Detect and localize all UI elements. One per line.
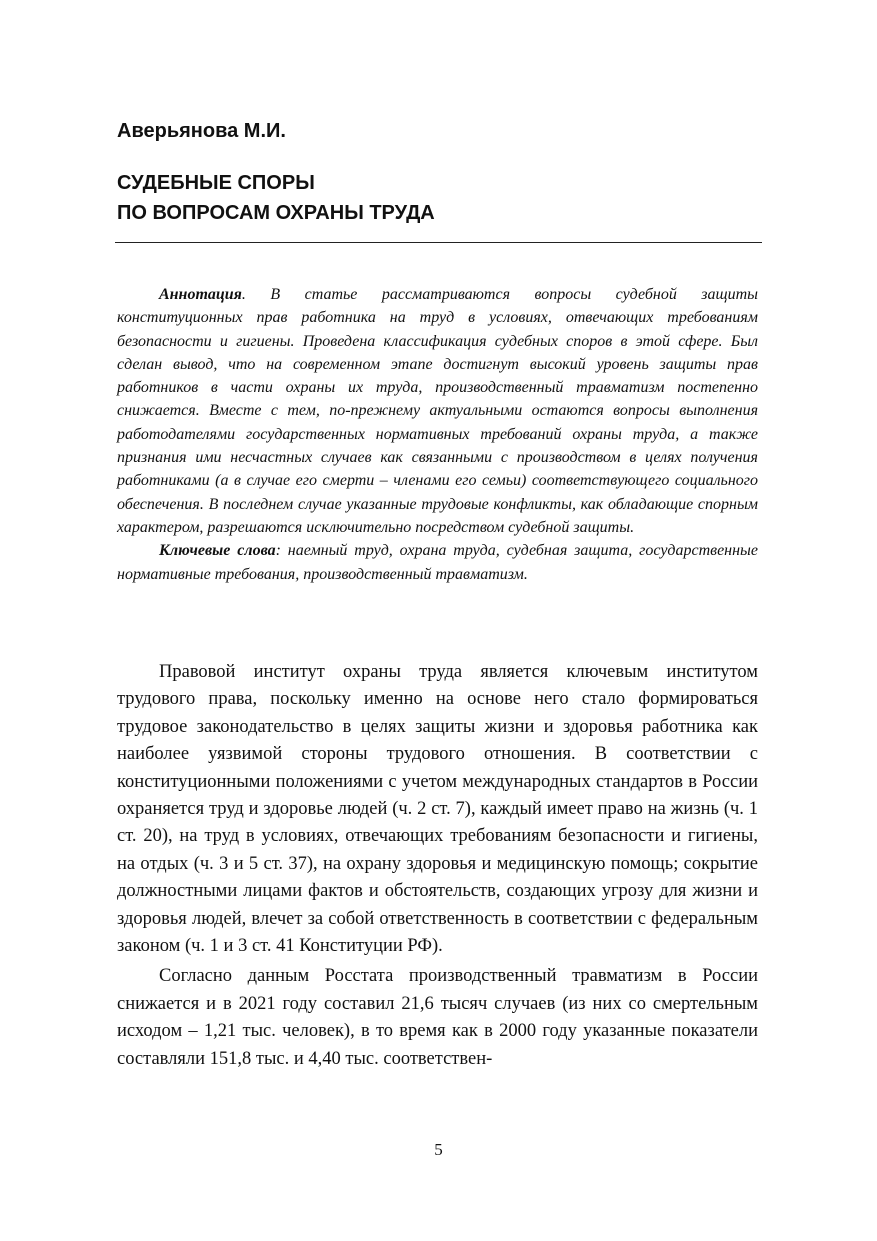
body-text [117,659,758,1073]
author-name: Аверьянова М.И. [117,120,286,142]
title-line-2: ПО ВОПРОСАМ ОХРАНЫ ТРУДА [117,202,435,224]
page-number: 5 [434,1140,443,1159]
abstract-paragraph [117,283,758,539]
abstract-label: Аннотация [159,286,242,303]
keywords-text: : наемный труд, охрана труда, судебная защита, государственные нормативные требования, производственный травматизм. [117,542,758,583]
article-title [117,168,757,228]
body-paragraph-1: Правовой институт охраны труда является ключевым институтом трудового права, поскольку именно на основе него стало формироваться трудовое законодательство в целях защиты жизни и здоровья работника как наиболее уязвимой стороны трудового отношения. В соответствии с конституционными положениями с учетом международных стандартов в России охраняется труд и здоровье людей (ч. 2 ст. 7), каждый имеет право на жизнь (ч. 1 ст. 20), на труд в условиях, отвечающих требованиям безопасности и гигиены, на отдых (ч. 3 и 5 ст. 37), на охрану здоровья и медицинскую помощь; сокрытие должностными лицами фактов и обстоятельств, создающих угрозу для жизни и здоровья людей, влечет за собой ответственность в соответствии с федеральным законом (ч. 1 и 3 ст. 41 Конституции РФ). [117,662,758,957]
title-divider [115,242,762,243]
keywords-label: Ключевые слова [159,542,276,560]
title-line-1: СУДЕБНЫЕ СПОРЫ [117,172,315,194]
abstract-text: . В статье рассматриваются вопросы судебной защиты конституционных прав работника на труд в условиях, отвечающих требованиям безопасности и гигиены. Проведена классификация судебных споров в этой сфере. Был сделан вывод, что на современном этапе достигнут высокий уровень защиты прав работников в части охраны их труда, производственный травматизм постепенно снижается. Вместе с тем, по-прежнему актуальными остаются вопросы выполнения работодателями государственных нормативных требований охраны труда, а также признания ими несчастных случаев как связанными с производством в целях получения работниками (а в случае его смерти – членами его семьи) соответствующего социального обеспечения. В последнем случае указанные трудовые конфликты, как обладающие спорным характером, разрешаются исключительно посредством судебной защиты. [117,286,758,536]
abstract-section [117,283,758,586]
keywords-paragraph [117,539,758,586]
body-paragraph-2: Согласно данным Росстата производственный травматизм в России снижается и в 2021 году составил 21,6 тысяч случаев (из них со смертельным исходом – 1,21 тыс. человек), в то время как в 2000 году указанные показатели составляли 151,8 тыс. и 4,40 тыс. соответствен- [117,966,758,1069]
